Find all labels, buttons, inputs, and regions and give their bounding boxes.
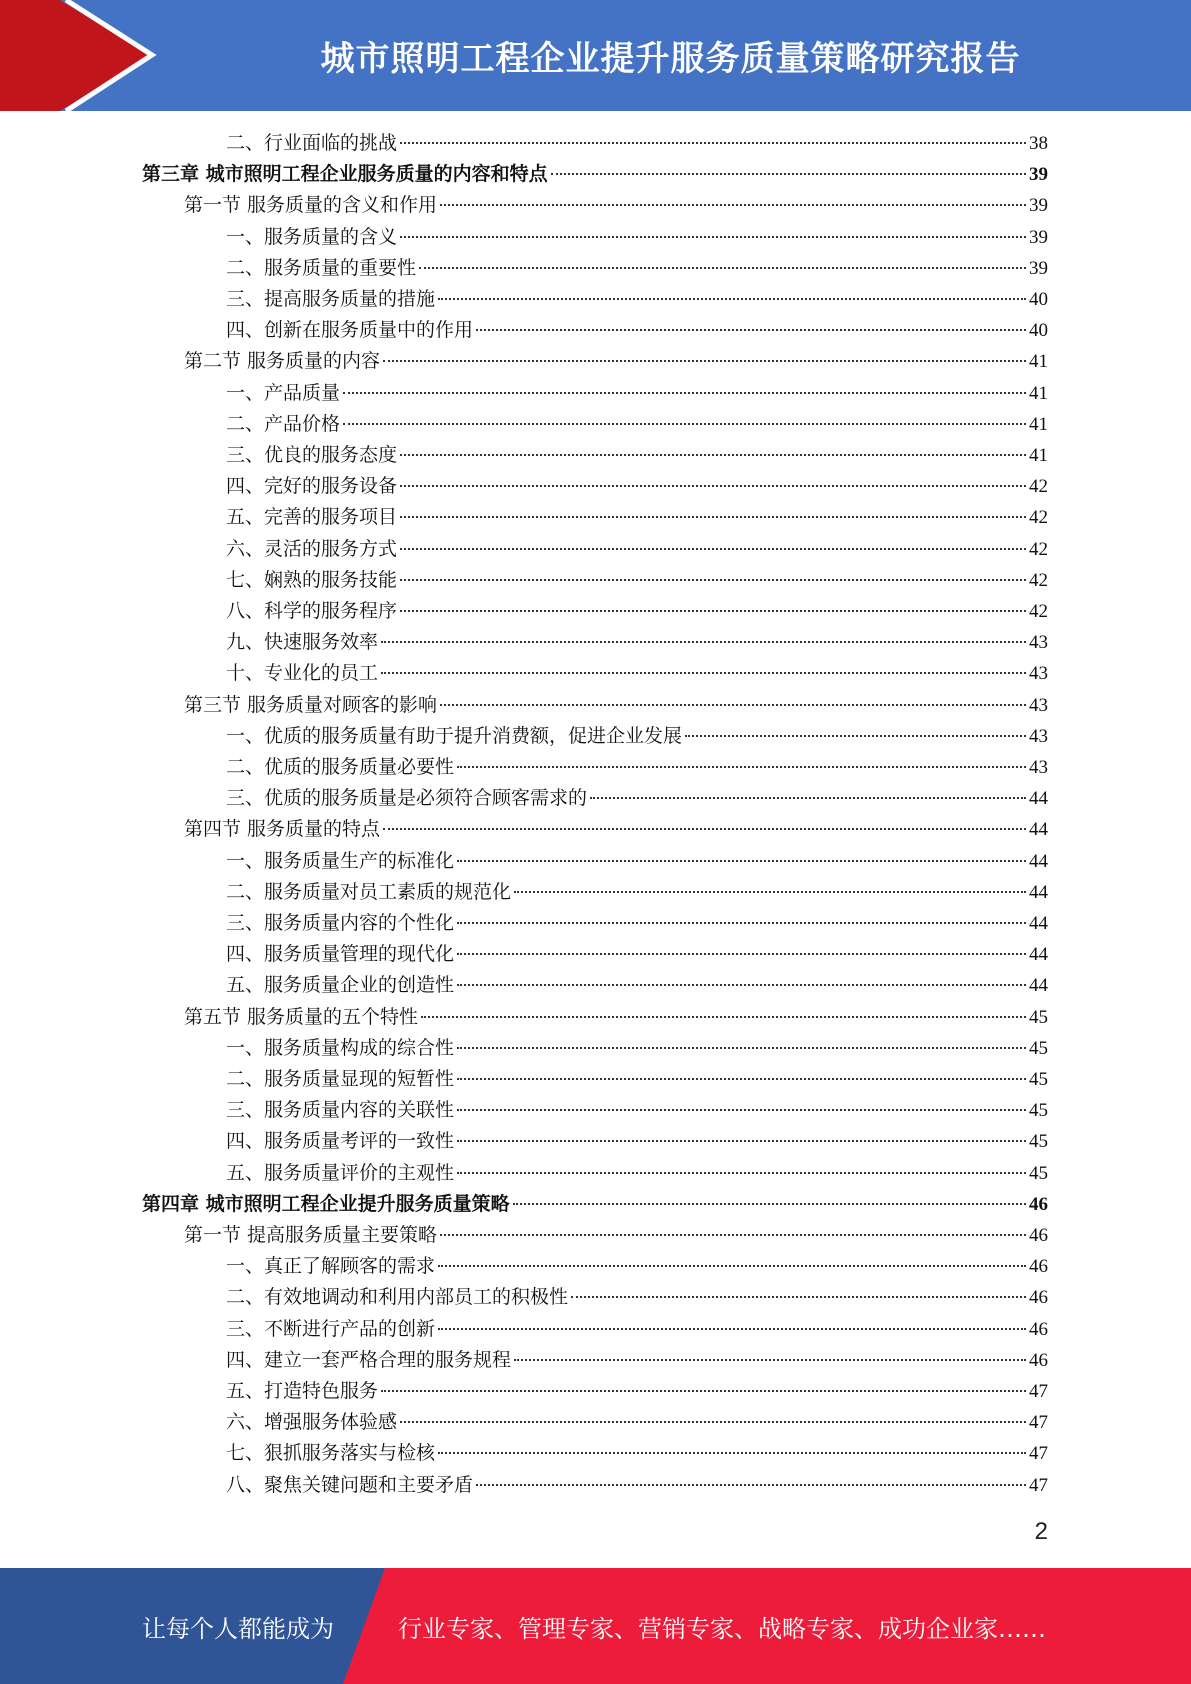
toc-item-row[interactable] — [226, 752, 1048, 783]
toc-dot-leader — [438, 1328, 1026, 1330]
toc-entry-label: 一、服务质量构成的综合性 — [226, 1036, 455, 1059]
toc-entry-page: 46 — [1029, 1193, 1048, 1215]
toc-chapter-row[interactable] — [142, 1189, 1048, 1220]
toc-entry-label: 三、优质的服务质量是必须符合顾客需求的 — [226, 787, 588, 810]
toc-entry-label: 一、优质的服务质量有助于提升消费额，促进企业发展 — [226, 724, 683, 747]
toc-entry-page: 43 — [1029, 663, 1048, 685]
toc-dot-leader — [514, 1359, 1026, 1361]
toc-item-row[interactable] — [226, 1158, 1048, 1189]
toc-entry-label: 第四章 城市照明工程企业提升服务质量策略 — [142, 1192, 510, 1215]
toc-dot-leader — [400, 610, 1026, 612]
toc-entry-label: 五、完善的服务项目 — [226, 506, 398, 529]
toc-dot-leader — [438, 298, 1026, 300]
toc-item-row[interactable] — [226, 1345, 1048, 1376]
toc-dot-leader — [457, 1172, 1026, 1174]
toc-dot-leader — [476, 329, 1026, 331]
toc-dot-leader — [400, 548, 1026, 550]
toc-entry-page: 44 — [1029, 819, 1048, 841]
toc-entry-page: 41 — [1029, 382, 1048, 404]
toc-item-row[interactable] — [226, 908, 1048, 939]
toc-dot-leader — [400, 579, 1026, 581]
toc-dot-leader — [381, 672, 1026, 674]
toc-entry-label: 三、服务质量内容的个性化 — [226, 912, 455, 934]
toc-item-row[interactable] — [226, 627, 1048, 658]
toc-dot-leader — [457, 766, 1026, 768]
toc-entry-page: 45 — [1029, 1131, 1048, 1153]
toc-entry-label: 二、行业面临的挑战 — [226, 132, 398, 154]
toc-item-row[interactable] — [226, 939, 1048, 970]
footer-band — [0, 1568, 1191, 1684]
toc-dot-leader — [440, 704, 1026, 706]
toc-dot-leader — [513, 1203, 1026, 1205]
toc-dot-leader — [440, 1234, 1026, 1236]
toc-item-row[interactable] — [226, 846, 1048, 877]
toc-item-row[interactable] — [226, 534, 1048, 565]
toc-entry-page: 39 — [1029, 164, 1048, 186]
toc-entry-page: 45 — [1029, 1006, 1048, 1028]
toc-item-row[interactable] — [226, 222, 1048, 253]
toc-item-row[interactable] — [226, 1033, 1048, 1064]
toc-dot-leader — [457, 1140, 1026, 1142]
toc-dot-leader — [457, 953, 1026, 955]
toc-entry-page: 46 — [1029, 1318, 1048, 1340]
toc-entry-label: 二、产品价格 — [226, 412, 341, 435]
toc-entry-label: 第三章 城市照明工程企业服务质量的内容和特点 — [142, 163, 548, 186]
toc-entry-label: 四、建立一套严格合理的服务规程 — [226, 1348, 512, 1371]
toc-item-row[interactable] — [226, 1095, 1048, 1126]
header-arrow-decoration — [0, 0, 160, 111]
toc-item-row[interactable] — [226, 378, 1048, 409]
page-number: 2 — [1034, 1518, 1048, 1545]
toc-dot-leader — [457, 1109, 1026, 1111]
toc-dot-leader — [476, 1484, 1026, 1486]
toc-entry-label: 第三节 服务质量对顾客的影响 — [184, 693, 438, 716]
toc-entry-label: 五、服务质量评价的主观性 — [226, 1161, 455, 1184]
toc-entry-page: 46 — [1029, 1287, 1048, 1309]
toc-entry-page: 44 — [1029, 944, 1048, 966]
footer-slogan-right: 行业专家、管理专家、营销专家、战略专家、成功企业家…… — [398, 1614, 1046, 1643]
toc-dot-leader — [551, 173, 1026, 175]
toc-item-row[interactable] — [226, 970, 1048, 1001]
header-band — [0, 0, 1191, 111]
toc-entry-page: 44 — [1029, 881, 1048, 903]
toc-chapter-row[interactable] — [142, 159, 1048, 190]
toc-dot-leader — [383, 360, 1026, 362]
toc-entry-page: 40 — [1029, 289, 1048, 310]
toc-item-row[interactable] — [226, 253, 1048, 284]
toc-dot-leader — [400, 485, 1026, 487]
toc-item-row[interactable] — [226, 1314, 1048, 1345]
toc-dot-leader — [438, 1265, 1026, 1267]
toc-dot-leader — [457, 860, 1026, 862]
toc-entry-page: 43 — [1029, 725, 1048, 747]
toc-entry-label: 四、服务质量管理的现代化 — [226, 943, 455, 966]
toc-item-row[interactable] — [226, 284, 1048, 315]
toc-entry-page: 40 — [1029, 320, 1048, 342]
toc-entry-label: 六、增强服务体验感 — [226, 1411, 398, 1434]
toc-dot-leader — [571, 1296, 1026, 1298]
toc-entry-label: 四、创新在服务质量中的作用 — [226, 319, 474, 342]
toc-item-row[interactable] — [226, 1470, 1048, 1501]
toc-entry-label: 六、灵活的服务方式 — [226, 537, 398, 560]
toc-entry-label: 十、专业化的员工 — [226, 662, 379, 685]
toc-dot-leader — [400, 142, 1026, 144]
toc-entry-label: 第五节 服务质量的五个特性 — [184, 1005, 419, 1028]
toc-dot-leader — [400, 236, 1026, 238]
toc-item-row[interactable] — [226, 1282, 1048, 1313]
toc-section-row[interactable] — [184, 346, 1048, 377]
toc-item-row[interactable] — [226, 783, 1048, 814]
toc-entry-page: 44 — [1029, 913, 1048, 934]
toc-entry-page: 46 — [1029, 1225, 1048, 1246]
toc-entry-label: 第四节 服务质量的特点 — [184, 818, 381, 841]
toc-dot-leader — [343, 423, 1026, 425]
toc-section-row[interactable] — [184, 190, 1048, 221]
toc-entry-label: 九、快速服务效率 — [226, 631, 379, 654]
toc-entry-page: 45 — [1029, 1100, 1048, 1122]
toc-entry-page: 44 — [1029, 975, 1048, 997]
toc-entry-label: 三、提高服务质量的措施 — [226, 288, 436, 310]
toc-entry-page: 43 — [1029, 757, 1048, 778]
toc-entry-page: 47 — [1029, 1412, 1048, 1434]
toc-dot-leader — [421, 1016, 1026, 1018]
toc-item-row[interactable] — [226, 565, 1048, 596]
toc-entry-page: 42 — [1029, 538, 1048, 560]
toc-item-row[interactable] — [226, 409, 1048, 440]
toc-dot-leader — [438, 1452, 1026, 1454]
toc-entry-label: 八、聚焦关键问题和主要矛盾 — [226, 1473, 474, 1496]
toc-item-row[interactable] — [226, 1376, 1048, 1407]
toc-entry-label: 八、科学的服务程序 — [226, 600, 398, 622]
toc-dot-leader — [590, 797, 1026, 799]
toc-item-row[interactable] — [226, 596, 1048, 627]
toc-entry-page: 42 — [1029, 476, 1048, 498]
toc-entry-page: 46 — [1029, 1349, 1048, 1371]
toc-entry-label: 二、优质的服务质量必要性 — [226, 756, 455, 778]
toc-dot-leader — [457, 922, 1026, 924]
toc-entry-page: 47 — [1029, 1474, 1048, 1496]
toc-entry-label: 四、服务质量考评的一致性 — [226, 1130, 455, 1153]
toc-entry-label: 四、完好的服务设备 — [226, 475, 398, 498]
toc-entry-page: 41 — [1029, 413, 1048, 435]
toc-entry-label: 第一节 提高服务质量主要策略 — [184, 1224, 438, 1246]
toc-dot-leader — [457, 1078, 1026, 1080]
toc-entry-page: 38 — [1029, 133, 1048, 154]
toc-item-row[interactable] — [226, 1251, 1048, 1282]
toc-entry-page: 46 — [1029, 1256, 1048, 1278]
toc-dot-leader — [685, 735, 1026, 737]
toc-dot-leader — [400, 516, 1026, 518]
toc-entry-label: 七、狠抓服务落实与检核 — [226, 1442, 436, 1465]
toc-entry-label: 二、有效地调动和利用内部员工的积极性 — [226, 1286, 569, 1309]
toc-entry-page: 41 — [1029, 351, 1048, 373]
toc-entry-page: 45 — [1029, 1162, 1048, 1184]
toc-item-row[interactable] — [226, 1126, 1048, 1157]
toc-entry-label: 第一节 服务质量的含义和作用 — [184, 194, 438, 217]
toc-item-row[interactable] — [226, 502, 1048, 533]
toc-entry-page: 47 — [1029, 1443, 1048, 1465]
toc-entry-page: 44 — [1029, 788, 1048, 810]
toc-entry-page: 45 — [1029, 1037, 1048, 1059]
toc-entry-label: 二、服务质量对员工素质的规范化 — [226, 880, 512, 903]
toc-entry-label: 三、服务质量内容的关联性 — [226, 1099, 455, 1122]
toc-dot-leader — [381, 1390, 1026, 1392]
document-title: 城市照明工程企业提升服务质量策略研究报告 — [320, 39, 1021, 79]
toc-entry-label: 一、产品质量 — [226, 381, 341, 404]
toc-item-row[interactable] — [226, 877, 1048, 908]
toc-item-row[interactable] — [226, 128, 1048, 159]
toc-entry-label: 三、不断进行产品的创新 — [226, 1317, 436, 1340]
toc-item-row[interactable] — [226, 1064, 1048, 1095]
toc-entry-label: 二、服务质量的重要性 — [226, 256, 417, 279]
toc-dot-leader — [419, 267, 1026, 269]
toc-section-row[interactable] — [184, 690, 1048, 721]
toc-entry-page: 39 — [1029, 257, 1048, 279]
toc-entry-page: 45 — [1029, 1069, 1048, 1090]
toc-item-row[interactable] — [226, 471, 1048, 502]
toc-entry-page: 39 — [1029, 195, 1048, 217]
toc-entry-label: 五、打造特色服务 — [226, 1380, 379, 1402]
toc-entry-page: 41 — [1029, 445, 1048, 466]
toc-entry-label: 二、服务质量显现的短暂性 — [226, 1068, 455, 1090]
toc-dot-leader — [457, 1047, 1026, 1049]
toc-dot-leader — [514, 891, 1026, 893]
toc-item-row[interactable] — [226, 1407, 1048, 1438]
toc-entry-page: 39 — [1029, 226, 1048, 248]
toc-entry-label: 第二节 服务质量的内容 — [184, 350, 381, 373]
toc-dot-leader — [381, 641, 1026, 643]
toc-entry-page: 43 — [1029, 694, 1048, 716]
toc-entry-page: 42 — [1029, 601, 1048, 622]
toc-item-row[interactable] — [226, 721, 1048, 752]
toc-section-row[interactable] — [184, 1002, 1048, 1033]
toc-section-row[interactable] — [184, 814, 1048, 845]
toc-entry-label: 七、娴熟的服务技能 — [226, 568, 398, 591]
toc-entry-page: 43 — [1029, 632, 1048, 654]
footer-slogan-left: 让每个人都能成为 — [142, 1614, 334, 1643]
toc-entry-page: 42 — [1029, 569, 1048, 591]
toc-entry-label: 一、真正了解顾客的需求 — [226, 1255, 436, 1278]
toc-section-row[interactable] — [184, 1220, 1048, 1251]
toc-item-row[interactable] — [226, 1438, 1048, 1469]
toc-entry-label: 五、服务质量企业的创造性 — [226, 974, 455, 997]
toc-item-row[interactable] — [226, 315, 1048, 346]
toc-dot-leader — [343, 392, 1026, 394]
toc-entry-page: 42 — [1029, 507, 1048, 529]
toc-entry-label: 一、服务质量生产的标准化 — [226, 849, 455, 872]
toc-item-row[interactable] — [226, 658, 1048, 689]
toc-dot-leader — [383, 828, 1026, 830]
toc-item-row[interactable] — [226, 440, 1048, 471]
toc-dot-leader — [400, 1421, 1026, 1423]
toc-dot-leader — [440, 204, 1026, 206]
toc-entry-label: 三、优良的服务态度 — [226, 444, 398, 466]
toc-entry-label: 一、服务质量的含义 — [226, 225, 398, 248]
toc-entry-page: 47 — [1029, 1381, 1048, 1402]
toc-dot-leader — [400, 454, 1026, 456]
toc-dot-leader — [457, 984, 1026, 986]
toc-entry-page: 44 — [1029, 850, 1048, 872]
